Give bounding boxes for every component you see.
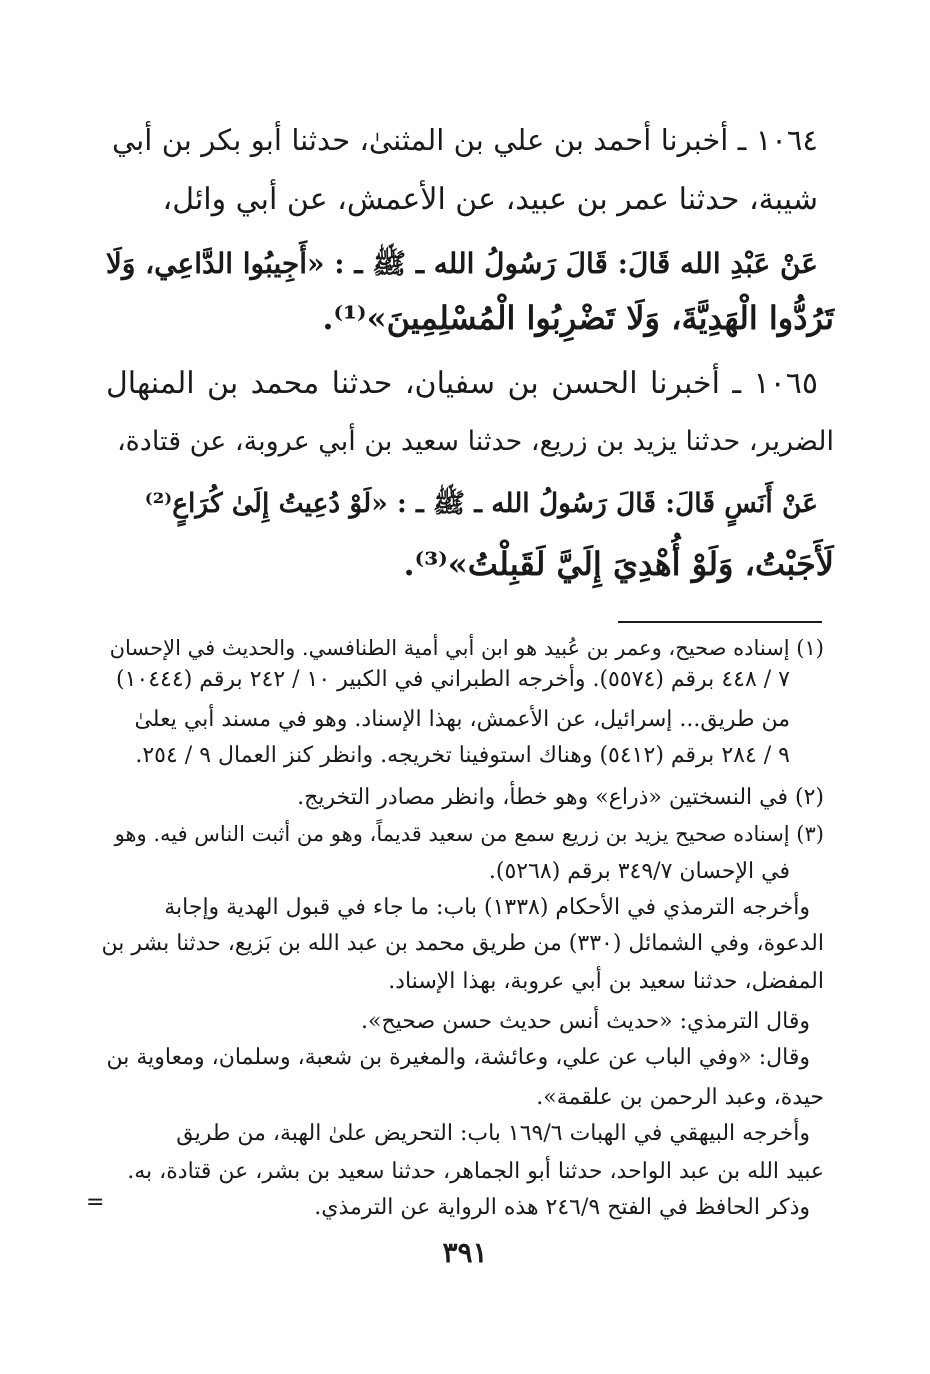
- footnote-2-line-1: (٢) في النسختين «ذراع» وهو خطأ، وانظر مصادر التخريج.: [297, 785, 824, 810]
- hadith-1065-matn-line-1: عَنْ أَنَسٍ قَالَ: قَالَ رَسُولُ الله ـ ﷺ ـ : «لَوْ دُعِيتُ إِلَىٰ كُرَاعٍ⁽²⁾: [144, 488, 818, 519]
- footnote-3-line-4: الدعوة، وفي الشمائل (٣٣٠) من طريق محمد بن عبد الله بن بَزيع، حدثنا بشر بن: [101, 931, 824, 956]
- hadith-1064-chain-line-1: ١٠٦٤ ـ أخبرنا أحمد بن علي بن المثنىٰ، حدثنا أبو بكر بن أبي: [112, 123, 818, 157]
- footnote-1-line-1: (١) إسناده صحيح، وعمر بن عُبيد هو ابن أبي أمية الطنافسي. والحديث في الإحسان: [109, 636, 824, 660]
- footnote-3-line-3: وأخرجه الترمذي في الأحكام (١٣٣٨) باب: ما جاء في قبول الهدية وإجابة: [164, 895, 810, 920]
- footnote-1-line-4: ٩ / ٢٨٤ برقم (٥٤١٢) وهناك استوفينا تخريجه. وانظر كنز العمال ٩ / ٢٥٤.: [135, 743, 790, 768]
- footnote-3-line-7: وقال: «وفي الباب عن علي، وعائشة، والمغيرة بن شعبة، وسلمان، ومعاوية بن: [106, 1045, 810, 1070]
- footnote-3-line-2: في الإحسان ٣٤٩/٧ برقم (٥٢٦٨).: [488, 859, 790, 884]
- hadith-1065-chain-line-1: ١٠٦٥ ـ أخبرنا الحسن بن سفيان، حدثنا محمد بن المنهال: [106, 366, 818, 401]
- footnote-3-line-1: (٣) إسناده صحيح يزيد بن زريع سمع من سعيد قديماً، وهو من أثبت الناس فيه. وهو: [114, 822, 824, 846]
- footnote-3-line-5: المفضل، حدثنا سعيد بن أبي عروبة، بهذا الإسناد.: [388, 969, 824, 994]
- hadith-1064-matn-line-2: تَرُدُّوا الْهَدِيَّةَ، وَلَا تَضْرِبُوا الْمُسْلِمِينَ»⁽¹⁾.: [322, 299, 834, 337]
- footnote-3-line-6: وقال الترمذي: «حديث أنس حديث حسن صحيح».: [361, 1009, 810, 1034]
- hadith-1064-matn-line-1: عَنْ عَبْدِ الله قَالَ: قَالَ رَسُولُ الله ـ ﷺ ـ : «أَجِيبُوا الدَّاعِي، وَلَا: [105, 247, 818, 280]
- continuation-mark: =: [86, 1190, 105, 1215]
- footnote-3-line-8: حيدة، وعبد الرحمن بن علقمة».: [536, 1085, 824, 1110]
- footnote-3-line-9: وأخرجه البيهقي في الهبات ١٦٩/٦ باب: التحريض علىٰ الهبة، من طريق: [176, 1121, 810, 1146]
- hadith-1064-chain-line-2: شيبة، حدثنا عمر بن عبيد، عن الأعمش، عن أبي وائل،: [162, 182, 818, 217]
- footnote-separator: [618, 621, 822, 623]
- page-number: ٣٩١: [442, 1236, 488, 1269]
- footnote-1-line-3: من طريق... إسرائيل، عن الأعمش، بهذا الإسناد. وهو في مسند أبي يعلىٰ: [134, 707, 790, 732]
- footnote-3-line-10: عبيد الله بن عبد الواحد، حدثنا أبو الجماهر، حدثنا سعيد بن بشر، عن قتادة، به.: [127, 1159, 824, 1184]
- footnote-3-line-11: وذكر الحافظ في الفتح ٢٤٦/٩ هذه الرواية عن الترمذي.: [314, 1195, 810, 1220]
- hadith-1065-matn-line-2: لَأَجَبْتُ، وَلَوْ أُهْدِيَ إِلَيَّ لَقَبِلْتُ»⁽³⁾.: [403, 545, 834, 583]
- hadith-1065-chain-line-2: الضرير، حدثنا يزيد بن زريع، حدثنا سعيد بن أبي عروبة، عن قتادة،: [116, 426, 834, 457]
- footnote-1-line-2: ٧ / ٤٤٨ برقم (٥٥٧٤). وأخرجه الطبراني في الكبير ١٠ / ٢٤٢ برقم (١٠٤٤٤): [116, 667, 790, 692]
